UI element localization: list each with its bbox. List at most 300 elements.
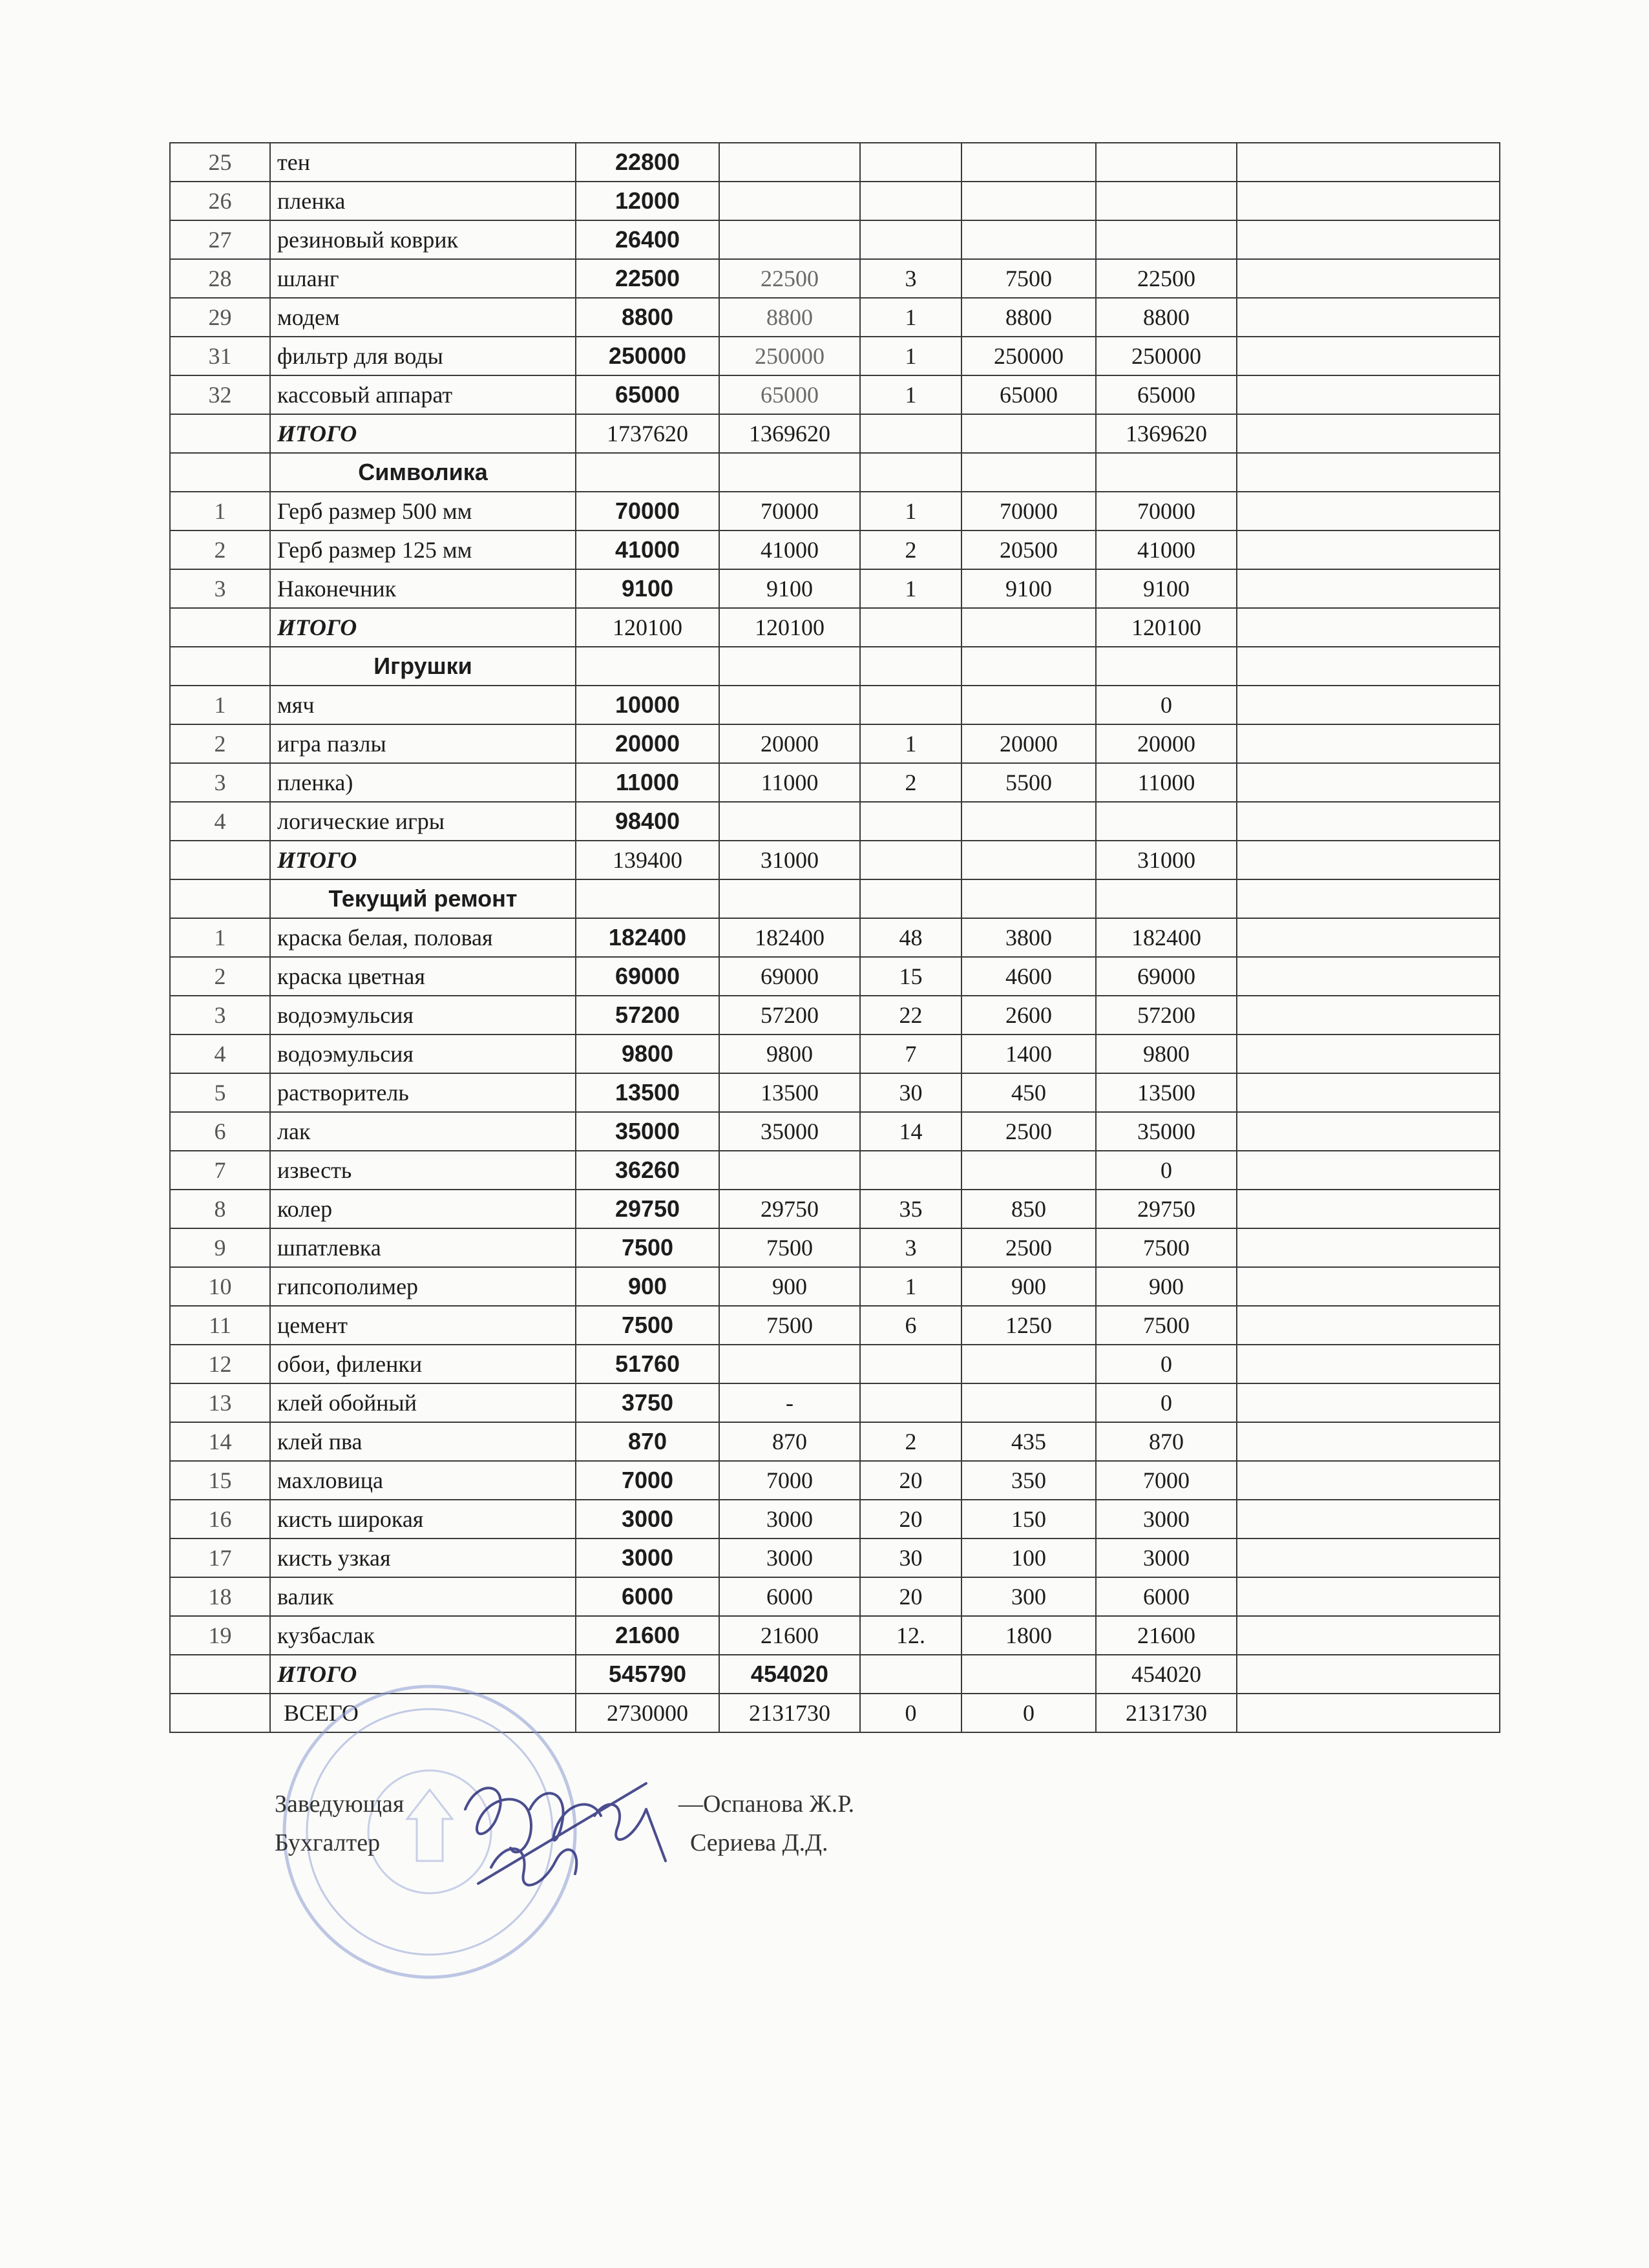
total-amount: 7500 [1096,1306,1237,1345]
subtotal-label: ИТОГО [270,1655,576,1694]
row-number: 25 [170,143,270,182]
empty-cell [860,1655,961,1694]
planned-amount: 8800 [576,298,719,337]
table-row [170,957,1500,996]
planned-amount: 29750 [576,1190,719,1228]
empty-cell [1237,879,1500,918]
subtotal-actual: 31000 [719,841,860,879]
table-row [170,686,1500,724]
subtotal-total: 1369620 [1096,414,1237,453]
empty-cell [1237,1694,1500,1732]
planned-amount: 9100 [576,569,719,608]
empty-cell [1237,1345,1500,1383]
quantity: 30 [860,1073,961,1112]
total-amount: 182400 [1096,918,1237,957]
planned-amount: 98400 [576,802,719,841]
actual-amount [719,1345,860,1383]
empty-cell [1237,608,1500,647]
empty-cell [719,453,860,492]
quantity: 20 [860,1577,961,1616]
item-name: модем [270,298,576,337]
item-name: колер [270,1190,576,1228]
empty-cell [1237,414,1500,453]
quantity: 30 [860,1538,961,1577]
planned-amount: 65000 [576,375,719,414]
quantity: 1 [860,375,961,414]
unit-price: 2500 [961,1112,1096,1151]
quantity: 1 [860,1267,961,1306]
empty-cell [576,879,719,918]
empty-cell [1237,802,1500,841]
table-row [170,530,1500,569]
quantity: 3 [860,259,961,298]
empty-cell [1096,879,1237,918]
row-number: 16 [170,1500,270,1538]
quantity: 7 [860,1034,961,1073]
empty-cell [1237,724,1500,763]
row-number: 6 [170,1112,270,1151]
planned-amount: 21600 [576,1616,719,1655]
actual-amount: 41000 [719,530,860,569]
name-head: —Оспанова Ж.Р. [678,1790,855,1818]
item-name: фильтр для воды [270,337,576,375]
table-row [170,1034,1500,1073]
unit-price: 9100 [961,569,1096,608]
item-name: пленка [270,182,576,220]
empty-cell [1237,1112,1500,1151]
empty-cell [576,453,719,492]
row-number: 13 [170,1383,270,1422]
unit-price: 70000 [961,492,1096,530]
table-row [170,298,1500,337]
empty-cell [1237,1306,1500,1345]
total-amount: 0 [1096,1383,1237,1422]
row-number: 10 [170,1267,270,1306]
actual-amount: 21600 [719,1616,860,1655]
total-amount: 8800 [1096,298,1237,337]
planned-amount: 182400 [576,918,719,957]
row-number: 2 [170,957,270,996]
table-row [170,1112,1500,1151]
actual-amount: 29750 [719,1190,860,1228]
item-name: гипсополимер [270,1267,576,1306]
total-amount: 7000 [1096,1461,1237,1500]
table-row [170,1306,1500,1345]
total-amount: 3000 [1096,1538,1237,1577]
actual-amount [719,802,860,841]
row-number: 7 [170,1151,270,1190]
quantity: 3 [860,1228,961,1267]
actual-amount: 65000 [719,375,860,414]
subtotal-row [170,841,1500,879]
empty-cell [1237,1190,1500,1228]
item-name: Герб размер 125 мм [270,530,576,569]
unit-price [961,1383,1096,1422]
grand-total-label: ВСЕГО [270,1694,576,1732]
row-number: 1 [170,686,270,724]
empty-cell [719,879,860,918]
unit-price: 4600 [961,957,1096,996]
actual-amount [719,143,860,182]
row-number: 14 [170,1422,270,1461]
planned-amount: 6000 [576,1577,719,1616]
actual-amount: 8800 [719,298,860,337]
planned-amount: 70000 [576,492,719,530]
item-name: валик [270,1577,576,1616]
subtotal-total: 120100 [1096,608,1237,647]
empty-cell [860,414,961,453]
empty-cell [1237,1577,1500,1616]
planned-amount: 7000 [576,1461,719,1500]
unit-price: 300 [961,1577,1096,1616]
empty-cell [1237,1151,1500,1190]
empty-cell [1237,182,1500,220]
empty-cell [961,841,1096,879]
quantity [860,220,961,259]
planned-amount: 3000 [576,1500,719,1538]
unit-price: 350 [961,1461,1096,1500]
row-number: 32 [170,375,270,414]
table-row [170,996,1500,1034]
empty-cell [1237,298,1500,337]
subtotal-label: ИТОГО [270,608,576,647]
subtotal-actual: 120100 [719,608,860,647]
empty-cell [1237,530,1500,569]
unit-price: 20500 [961,530,1096,569]
item-name: игра пазлы [270,724,576,763]
grand-total-planned: 2730000 [576,1694,719,1732]
actual-amount: 22500 [719,259,860,298]
section-title: Игрушки [270,647,576,686]
row-number: 5 [170,1073,270,1112]
section-num-cell [170,453,270,492]
quantity: 1 [860,337,961,375]
subtotal-planned: 120100 [576,608,719,647]
unit-price: 2500 [961,1228,1096,1267]
total-amount: 21600 [1096,1616,1237,1655]
actual-amount: 9100 [719,569,860,608]
empty-cell [961,414,1096,453]
handwritten-signature-icon [452,1770,685,1900]
total-amount: 20000 [1096,724,1237,763]
quantity: 20 [860,1461,961,1500]
actual-amount: 13500 [719,1073,860,1112]
unit-price [961,143,1096,182]
item-name: водоэмульсия [270,1034,576,1073]
planned-amount: 20000 [576,724,719,763]
unit-price: 450 [961,1073,1096,1112]
row-number: 17 [170,1538,270,1577]
row-number: 8 [170,1190,270,1228]
actual-amount: - [719,1383,860,1422]
actual-amount: 6000 [719,1577,860,1616]
unit-price [961,1151,1096,1190]
item-name: Герб размер 500 мм [270,492,576,530]
total-amount: 0 [1096,1345,1237,1383]
unit-price [961,686,1096,724]
row-number: 29 [170,298,270,337]
empty-cell [1237,647,1500,686]
row-number: 2 [170,530,270,569]
unit-price: 1250 [961,1306,1096,1345]
row-number: 1 [170,492,270,530]
grand-total-sum: 2131730 [1096,1694,1237,1732]
quantity: 1 [860,298,961,337]
table-row [170,1616,1500,1655]
actual-amount: 870 [719,1422,860,1461]
empty-cell [170,1694,270,1732]
unit-price [961,182,1096,220]
table-row [170,1422,1500,1461]
row-number: 9 [170,1228,270,1267]
table-row [170,375,1500,414]
quantity: 15 [860,957,961,996]
table-row [170,1345,1500,1383]
empty-cell [1237,1616,1500,1655]
planned-amount: 11000 [576,763,719,802]
unit-price: 100 [961,1538,1096,1577]
row-number: 26 [170,182,270,220]
actual-amount [719,1151,860,1190]
total-amount [1096,143,1237,182]
subtotal-actual: 454020 [719,1655,860,1694]
table-row [170,1190,1500,1228]
total-amount: 35000 [1096,1112,1237,1151]
quantity: 48 [860,918,961,957]
unit-price: 8800 [961,298,1096,337]
quantity: 14 [860,1112,961,1151]
total-amount: 22500 [1096,259,1237,298]
item-name: тен [270,143,576,182]
planned-amount: 35000 [576,1112,719,1151]
table-row [170,1151,1500,1190]
planned-amount: 3750 [576,1383,719,1422]
item-name: краска цветная [270,957,576,996]
quantity: 2 [860,763,961,802]
actual-amount: 250000 [719,337,860,375]
total-amount: 13500 [1096,1073,1237,1112]
role-head: Заведующая [275,1790,404,1818]
total-amount [1096,182,1237,220]
empty-cell [961,647,1096,686]
subtotal-actual: 1369620 [719,414,860,453]
unit-price: 900 [961,1267,1096,1306]
subtotal-planned: 545790 [576,1655,719,1694]
actual-amount: 7000 [719,1461,860,1500]
quantity: 1 [860,724,961,763]
section-header-row [170,453,1500,492]
planned-amount: 51760 [576,1345,719,1383]
quantity [860,1345,961,1383]
total-amount: 70000 [1096,492,1237,530]
empty-cell [1237,996,1500,1034]
unit-price: 7500 [961,259,1096,298]
empty-cell [860,841,961,879]
budget-table [169,142,1500,1733]
empty-cell [1237,918,1500,957]
total-amount [1096,220,1237,259]
unit-price [961,220,1096,259]
empty-cell [1237,1461,1500,1500]
subtotal-label: ИТОГО [270,414,576,453]
empty-cell [1237,1228,1500,1267]
empty-cell [1237,375,1500,414]
planned-amount: 41000 [576,530,719,569]
empty-cell [961,453,1096,492]
total-amount: 0 [1096,1151,1237,1190]
quantity: 35 [860,1190,961,1228]
empty-cell [1237,492,1500,530]
item-name: мяч [270,686,576,724]
quantity [860,1151,961,1190]
subtotal-row [170,414,1500,453]
item-name: шпатлевка [270,1228,576,1267]
planned-amount: 10000 [576,686,719,724]
planned-amount: 26400 [576,220,719,259]
empty-cell [1237,763,1500,802]
row-number: 3 [170,569,270,608]
total-amount: 250000 [1096,337,1237,375]
row-number: 15 [170,1461,270,1500]
empty-cell [1237,220,1500,259]
table-row [170,1228,1500,1267]
empty-cell [170,608,270,647]
planned-amount: 3000 [576,1538,719,1577]
subtotal-label: ИТОГО [270,841,576,879]
empty-cell [1237,143,1500,182]
table-row [170,918,1500,957]
total-amount: 900 [1096,1267,1237,1306]
grand-total-actual: 2131730 [719,1694,860,1732]
item-name: кисть широкая [270,1500,576,1538]
unit-price [961,1345,1096,1383]
table-row [170,143,1500,182]
actual-amount: 57200 [719,996,860,1034]
planned-amount: 13500 [576,1073,719,1112]
unit-price: 20000 [961,724,1096,763]
item-name: логические игры [270,802,576,841]
item-name: кассовый аппарат [270,375,576,414]
unit-price: 2600 [961,996,1096,1034]
subtotal-planned: 1737620 [576,414,719,453]
planned-amount: 12000 [576,182,719,220]
quantity: 6 [860,1306,961,1345]
empty-cell [1237,1267,1500,1306]
empty-cell [1237,841,1500,879]
section-title: Символика [270,453,576,492]
unit-price: 1400 [961,1034,1096,1073]
planned-amount: 22800 [576,143,719,182]
total-amount: 6000 [1096,1577,1237,1616]
item-name: водоэмульсия [270,996,576,1034]
name-head-text: Оспанова Ж.Р. [703,1790,855,1818]
table-row [170,259,1500,298]
section-header-row [170,647,1500,686]
subtotal-total: 31000 [1096,841,1237,879]
planned-amount: 7500 [576,1306,719,1345]
quantity: 22 [860,996,961,1034]
quantity: 1 [860,569,961,608]
actual-amount: 3000 [719,1538,860,1577]
table-row [170,569,1500,608]
quantity [860,1383,961,1422]
empty-cell [1237,1422,1500,1461]
actual-amount: 20000 [719,724,860,763]
grand-total-qty: 0 [860,1694,961,1732]
actual-amount [719,220,860,259]
actual-amount: 11000 [719,763,860,802]
row-number: 27 [170,220,270,259]
actual-amount: 7500 [719,1306,860,1345]
item-name: резиновый коврик [270,220,576,259]
row-number: 4 [170,802,270,841]
row-number: 4 [170,1034,270,1073]
empty-cell [170,841,270,879]
total-amount: 7500 [1096,1228,1237,1267]
planned-amount: 7500 [576,1228,719,1267]
planned-amount: 69000 [576,957,719,996]
row-number: 11 [170,1306,270,1345]
planned-amount: 870 [576,1422,719,1461]
empty-cell [170,414,270,453]
item-name: кисть узкая [270,1538,576,1577]
item-name: краска белая, половая [270,918,576,957]
empty-cell [1237,957,1500,996]
empty-cell [961,879,1096,918]
name-accountant: Сериева Д.Д. [690,1829,828,1856]
item-name: клей пва [270,1422,576,1461]
empty-cell [1237,259,1500,298]
unit-price [961,802,1096,841]
table-row [170,220,1500,259]
empty-cell [1237,453,1500,492]
role-accountant: Бухгалтер [275,1829,381,1856]
empty-cell [961,1655,1096,1694]
unit-price: 250000 [961,337,1096,375]
section-num-cell [170,879,270,918]
row-number: 19 [170,1616,270,1655]
empty-cell [719,647,860,686]
item-name: кузбаслак [270,1616,576,1655]
row-number: 3 [170,996,270,1034]
empty-cell [1237,337,1500,375]
table-row [170,1538,1500,1577]
table-row [170,1383,1500,1422]
total-amount: 11000 [1096,763,1237,802]
planned-amount: 22500 [576,259,719,298]
table-row [170,802,1500,841]
section-header-row [170,879,1500,918]
table-row [170,1461,1500,1500]
total-amount: 9800 [1096,1034,1237,1073]
actual-amount: 900 [719,1267,860,1306]
empty-cell [170,1655,270,1694]
empty-cell [860,879,961,918]
row-number: 2 [170,724,270,763]
actual-amount [719,182,860,220]
item-name: Наконечник [270,569,576,608]
quantity: 2 [860,530,961,569]
quantity [860,686,961,724]
actual-amount: 35000 [719,1112,860,1151]
table-row [170,182,1500,220]
planned-amount: 57200 [576,996,719,1034]
empty-cell [860,453,961,492]
empty-cell [1237,1073,1500,1112]
item-name: шланг [270,259,576,298]
total-amount: 0 [1096,686,1237,724]
quantity: 1 [860,492,961,530]
